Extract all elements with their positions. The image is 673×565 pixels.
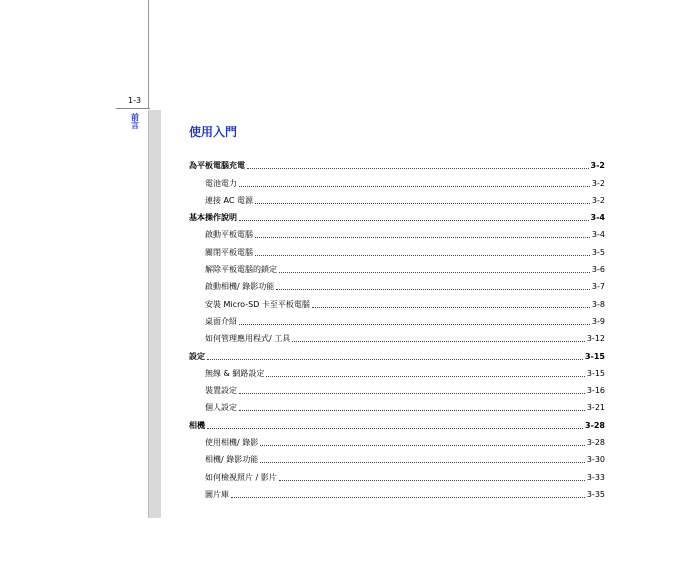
toc-subsection-entry[interactable]: [189, 292, 605, 309]
toc-entry-title: 連接 AC 電源: [205, 195, 254, 205]
toc-subsection-entry[interactable]: [189, 396, 605, 413]
toc-entry-title: 安裝 Micro-SD 卡至平板電腦: [205, 299, 310, 309]
toc-entry-title: 相機: [189, 420, 205, 430]
toc-dot-leader: [255, 255, 590, 256]
header-rule: [116, 108, 150, 109]
toc-subsection-entry[interactable]: [189, 189, 605, 206]
toc-dot-leader: [260, 445, 585, 446]
toc-entry-page: 3-35: [586, 489, 605, 499]
toc-section-entry[interactable]: [189, 413, 605, 430]
toc-dot-leader: [266, 376, 585, 377]
toc-entry-title: 啟動相機/ 錄影功能: [205, 282, 275, 292]
toc-entry-title: 解除平板電腦的鎖定: [205, 265, 277, 275]
toc-entry-title: 基本操作說明: [189, 213, 237, 223]
toc-section-entry[interactable]: [189, 206, 605, 223]
toc-subsection-entry[interactable]: [189, 240, 605, 257]
toc-entry-title: 啟動平板電腦: [205, 230, 253, 240]
toc-dot-leader: [207, 428, 583, 429]
toc-subsection-entry[interactable]: [189, 362, 605, 379]
toc-dot-leader: [312, 307, 590, 308]
toc-dot-leader: [247, 168, 589, 169]
side-tab-label: 前言: [131, 113, 139, 130]
toc-entry-page: 3-28: [584, 420, 605, 430]
toc-section-entry[interactable]: [189, 154, 605, 171]
toc-entry-page: 3-2: [590, 161, 605, 171]
toc-subsection-entry[interactable]: [189, 258, 605, 275]
toc-entry-title: 如何管理應用程式/ 工具: [205, 334, 291, 344]
toc-subsection-entry[interactable]: [189, 310, 605, 327]
toc-dot-leader: [239, 220, 589, 221]
toc-subsection-entry[interactable]: [189, 431, 605, 448]
toc-entry-page: 3-7: [591, 282, 605, 292]
toc-dot-leader: [239, 324, 590, 325]
toc-entry-page: 3-33: [586, 472, 605, 482]
toc-subsection-entry[interactable]: [189, 223, 605, 240]
chapter-title: 使用入門: [189, 125, 238, 139]
toc-subsection-entry[interactable]: [189, 448, 605, 465]
toc-subsection-entry[interactable]: [189, 483, 605, 500]
page-number: 1-3: [128, 96, 142, 105]
toc-entry-title: 桌面介紹: [205, 316, 237, 326]
toc-subsection-entry[interactable]: [189, 465, 605, 482]
toc-dot-leader: [279, 480, 585, 481]
toc-entry-title: 關閉平板電腦: [205, 247, 253, 257]
table-of-contents: [189, 154, 605, 500]
side-bar: [149, 110, 161, 518]
toc-entry-page: 3-15: [584, 351, 605, 361]
toc-dot-leader: [279, 272, 590, 273]
toc-entry-page: 3-21: [586, 403, 605, 413]
toc-entry-title: 無線 & 網路設定: [205, 368, 265, 378]
toc-entry-title: 相機/ 錄影功能: [205, 455, 259, 465]
toc-dot-leader: [255, 203, 590, 204]
toc-entry-title: 電池電力: [205, 178, 237, 188]
toc-dot-leader: [239, 410, 585, 411]
toc-entry-page: 3-4: [590, 213, 605, 223]
toc-entry-page: 3-30: [586, 455, 605, 465]
toc-dot-leader: [239, 393, 585, 394]
toc-entry-title: 設定: [189, 351, 205, 361]
toc-entry-page: 3-2: [591, 178, 605, 188]
toc-entry-title: 個人設定: [205, 403, 237, 413]
toc-dot-leader: [231, 497, 585, 498]
toc-entry-title: 如何檢視照片 / 影片: [205, 472, 277, 482]
toc-entry-page: 3-16: [586, 386, 605, 396]
toc-entry-title: 為平板電腦充電: [189, 161, 245, 171]
toc-entry-page: 3-4: [591, 230, 605, 240]
toc-subsection-entry[interactable]: [189, 171, 605, 188]
toc-dot-leader: [207, 359, 583, 360]
toc-dot-leader: [255, 237, 590, 238]
toc-entry-page: 3-2: [591, 195, 605, 205]
toc-subsection-entry[interactable]: [189, 379, 605, 396]
margin-rule-vertical: [148, 0, 149, 108]
toc-section-entry[interactable]: [189, 344, 605, 361]
toc-entry-title: 裝置設定: [205, 386, 237, 396]
toc-entry-page: 3-9: [591, 316, 605, 326]
toc-entry-page: 3-6: [591, 265, 605, 275]
toc-dot-leader: [239, 186, 590, 187]
toc-entry-page: 3-5: [591, 247, 605, 257]
toc-subsection-entry[interactable]: [189, 327, 605, 344]
toc-dot-leader: [260, 462, 585, 463]
toc-entry-page: 3-28: [586, 438, 605, 448]
toc-dot-leader: [292, 341, 585, 342]
toc-entry-title: 圖片庫: [205, 489, 229, 499]
toc-dot-leader: [276, 289, 590, 290]
toc-entry-page: 3-8: [591, 299, 605, 309]
toc-entry-page: 3-12: [586, 334, 605, 344]
toc-entry-title: 使用相機/ 錄影: [205, 438, 259, 448]
toc-entry-page: 3-15: [586, 368, 605, 378]
toc-subsection-entry[interactable]: [189, 275, 605, 292]
